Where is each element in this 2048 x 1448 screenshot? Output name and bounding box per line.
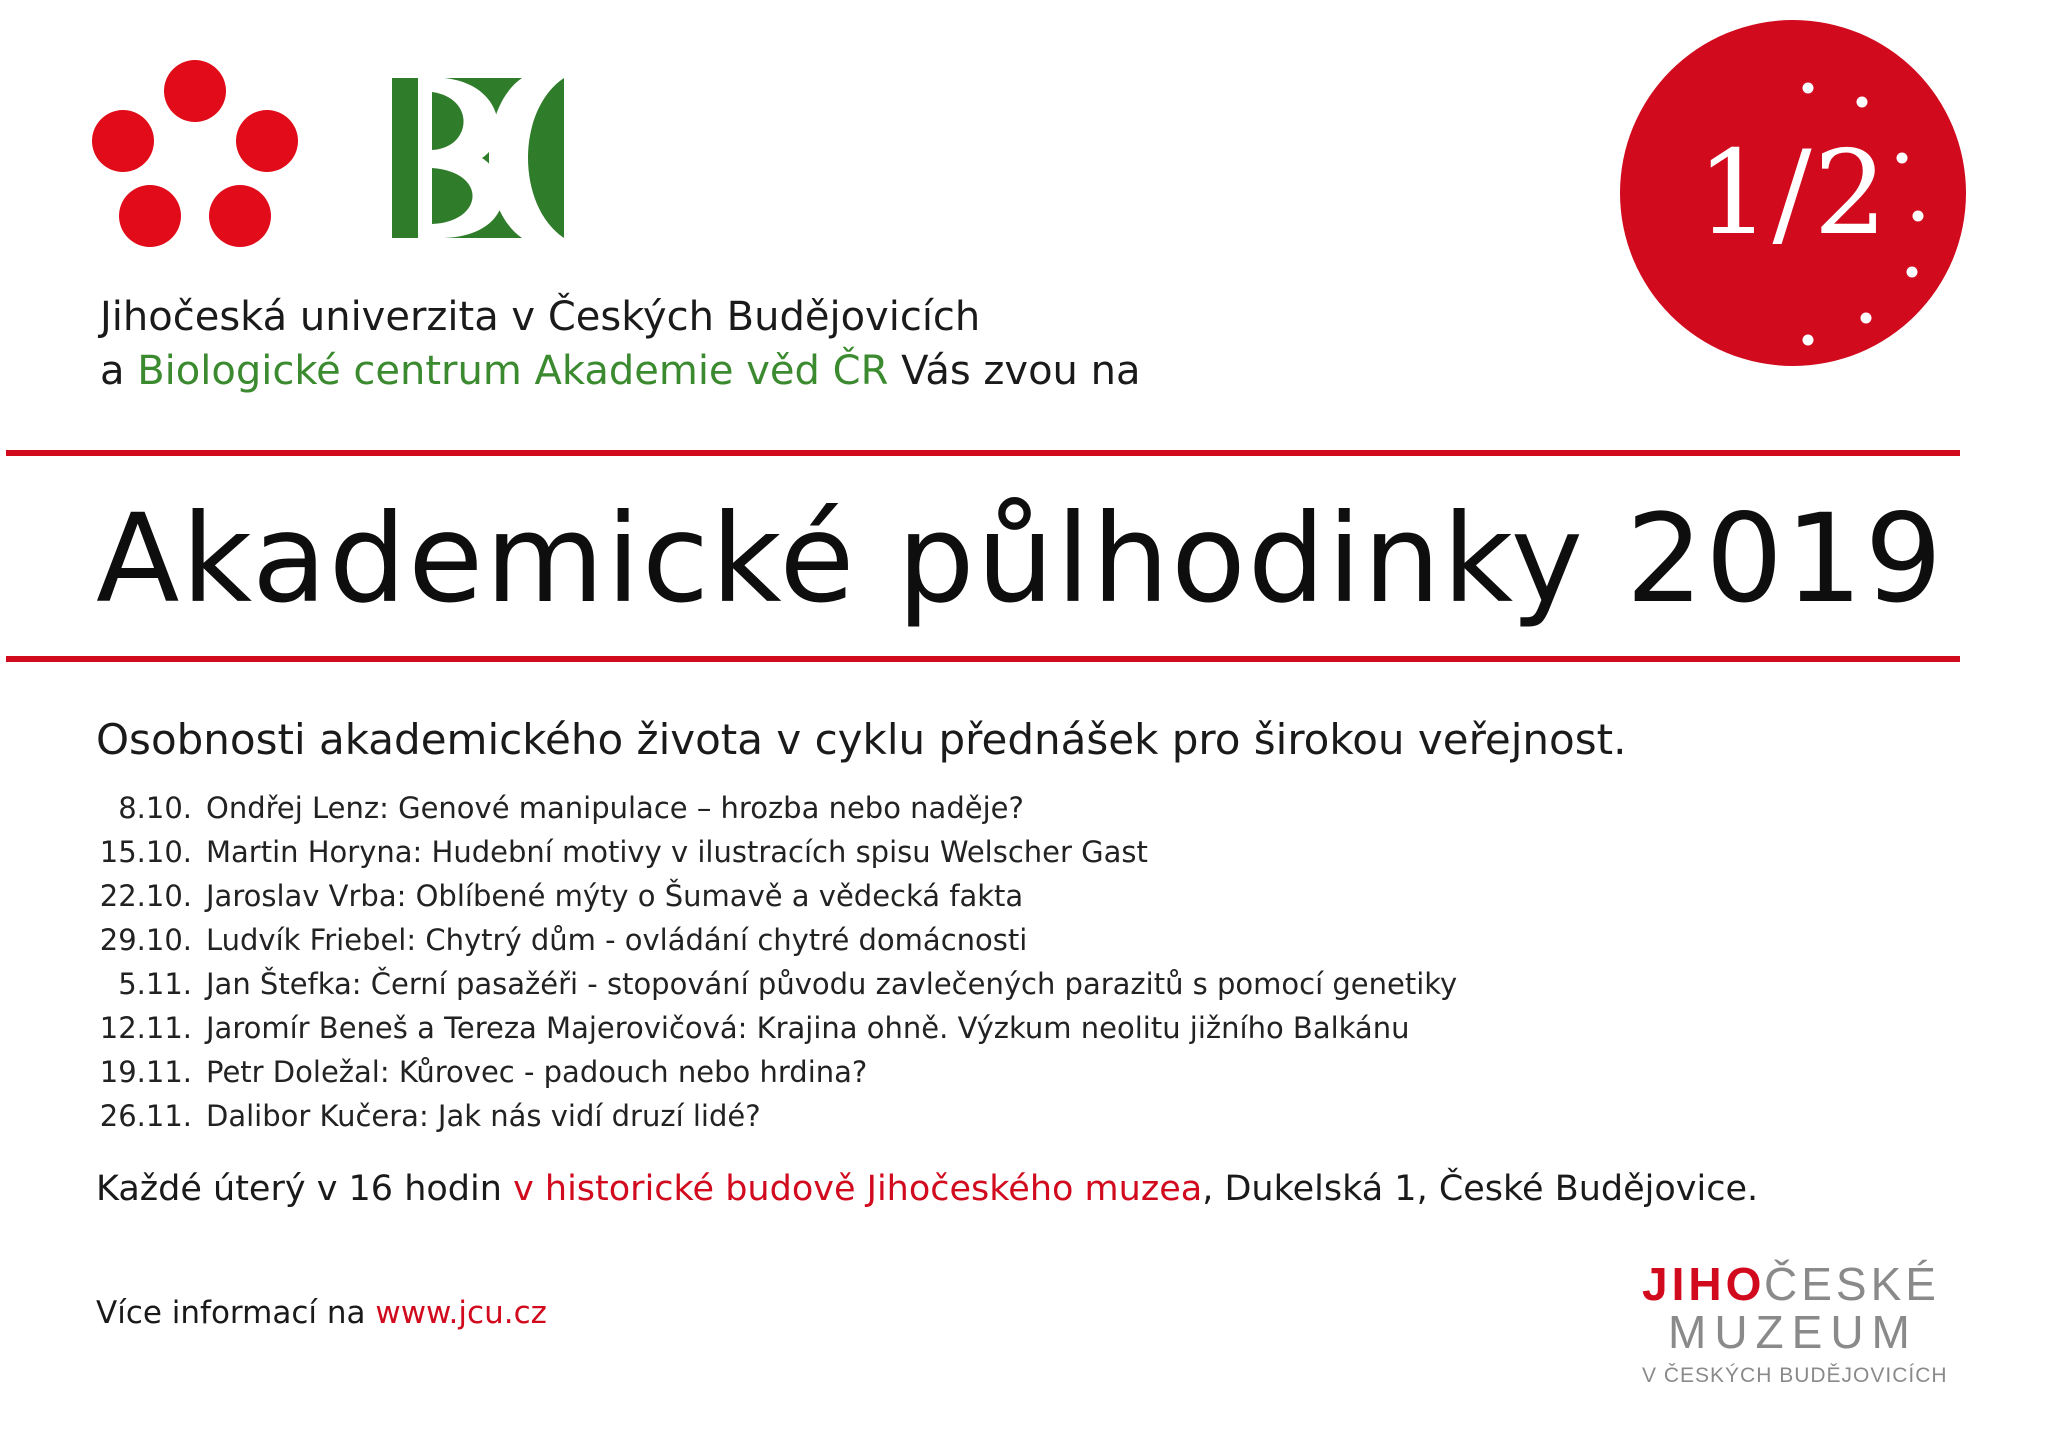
intro-org: Biologické centrum Akademie věd ČR — [137, 348, 889, 394]
intro-text — [100, 290, 1141, 398]
lecture-item — [90, 1094, 1457, 1138]
lecture-text: Ludvík Friebel: Chytrý dům - ovládání chytré domácnosti — [206, 923, 1028, 957]
lecture-date: 22.10. — [99, 879, 192, 913]
lecture-item — [90, 874, 1457, 918]
lecture-item — [90, 918, 1457, 962]
website-link[interactable]: www.jcu.cz — [375, 1295, 547, 1331]
lecture-date: 29.10. — [99, 923, 192, 957]
badge-label: 1/2 — [1696, 125, 1890, 261]
page-title: Akademické půlhodinky 2019 — [96, 488, 1945, 630]
lecture-date: 19.11. — [99, 1055, 192, 1089]
museum-logo — [1640, 1252, 1960, 1392]
part-badge — [1620, 20, 1966, 366]
lecture-date: 8.10. — [118, 791, 192, 825]
intro-suffix: Vás zvou na — [901, 348, 1141, 394]
venue-address: , Dukelská 1, České Budějovice. — [1202, 1169, 1759, 1209]
museum-logo-red: JIHO — [1642, 1258, 1766, 1310]
more-info-label: Více informací na — [96, 1295, 366, 1331]
subtitle: Osobnosti akademického života v cyklu přednášek pro širokou veřejnost. — [96, 715, 1627, 764]
bc-logo — [392, 78, 564, 238]
intro-line-1: Jihočeská univerzita v Českých Budějovicích — [100, 294, 981, 340]
intro-line-2 — [100, 344, 1141, 398]
lecture-item — [90, 1006, 1457, 1050]
lecture-date: 26.11. — [99, 1099, 192, 1133]
lecture-item — [90, 1050, 1457, 1094]
lecture-text: Martin Horyna: Hudební motivy v ilustracích spisu Welscher Gast — [206, 835, 1148, 869]
lecture-text: Dalibor Kučera: Jak nás vidí druzí lidé? — [206, 1099, 761, 1133]
venue-time: Každé úterý v 16 hodin — [96, 1169, 502, 1209]
more-info — [96, 1290, 547, 1336]
museum-logo-line3: V ČESKÝCH BUDĚJOVICÍCH — [1642, 1364, 1948, 1387]
lecture-list — [90, 786, 1457, 1138]
lecture-text: Petr Doležal: Kůrovec - padouch nebo hrdina? — [206, 1055, 868, 1089]
intro-prefix: a — [100, 348, 125, 394]
lecture-item — [90, 962, 1457, 1006]
divider-bottom — [6, 656, 1960, 662]
lecture-date: 12.11. — [99, 1011, 192, 1045]
venue-place: v historické budově Jihočeského muzea — [513, 1169, 1203, 1209]
lecture-text: Jaromír Beneš a Tereza Majerovičová: Krajina ohně. Výzkum neolitu jižního Balkánu — [206, 1011, 1410, 1045]
lecture-date: 5.11. — [118, 967, 192, 1001]
jcu-logo — [90, 56, 300, 256]
lecture-text: Ondřej Lenz: Genové manipulace – hrozba nebo naděje? — [206, 791, 1024, 825]
lecture-date: 15.10. — [99, 835, 192, 869]
venue-info — [96, 1164, 1758, 1214]
lecture-item — [90, 830, 1457, 874]
lecture-text: Jaroslav Vrba: Oblíbené mýty o Šumavě a vědecká fakta — [206, 879, 1024, 913]
museum-logo-gray: ČESKÉ — [1764, 1258, 1940, 1310]
lecture-item — [90, 786, 1457, 830]
museum-logo-line2: MUZEUM — [1668, 1306, 1918, 1358]
lecture-text: Jan Štefka: Černí pasažéři - stopování původu zavlečených parazitů s pomocí genetiky — [206, 967, 1458, 1001]
divider-top — [6, 450, 1960, 456]
